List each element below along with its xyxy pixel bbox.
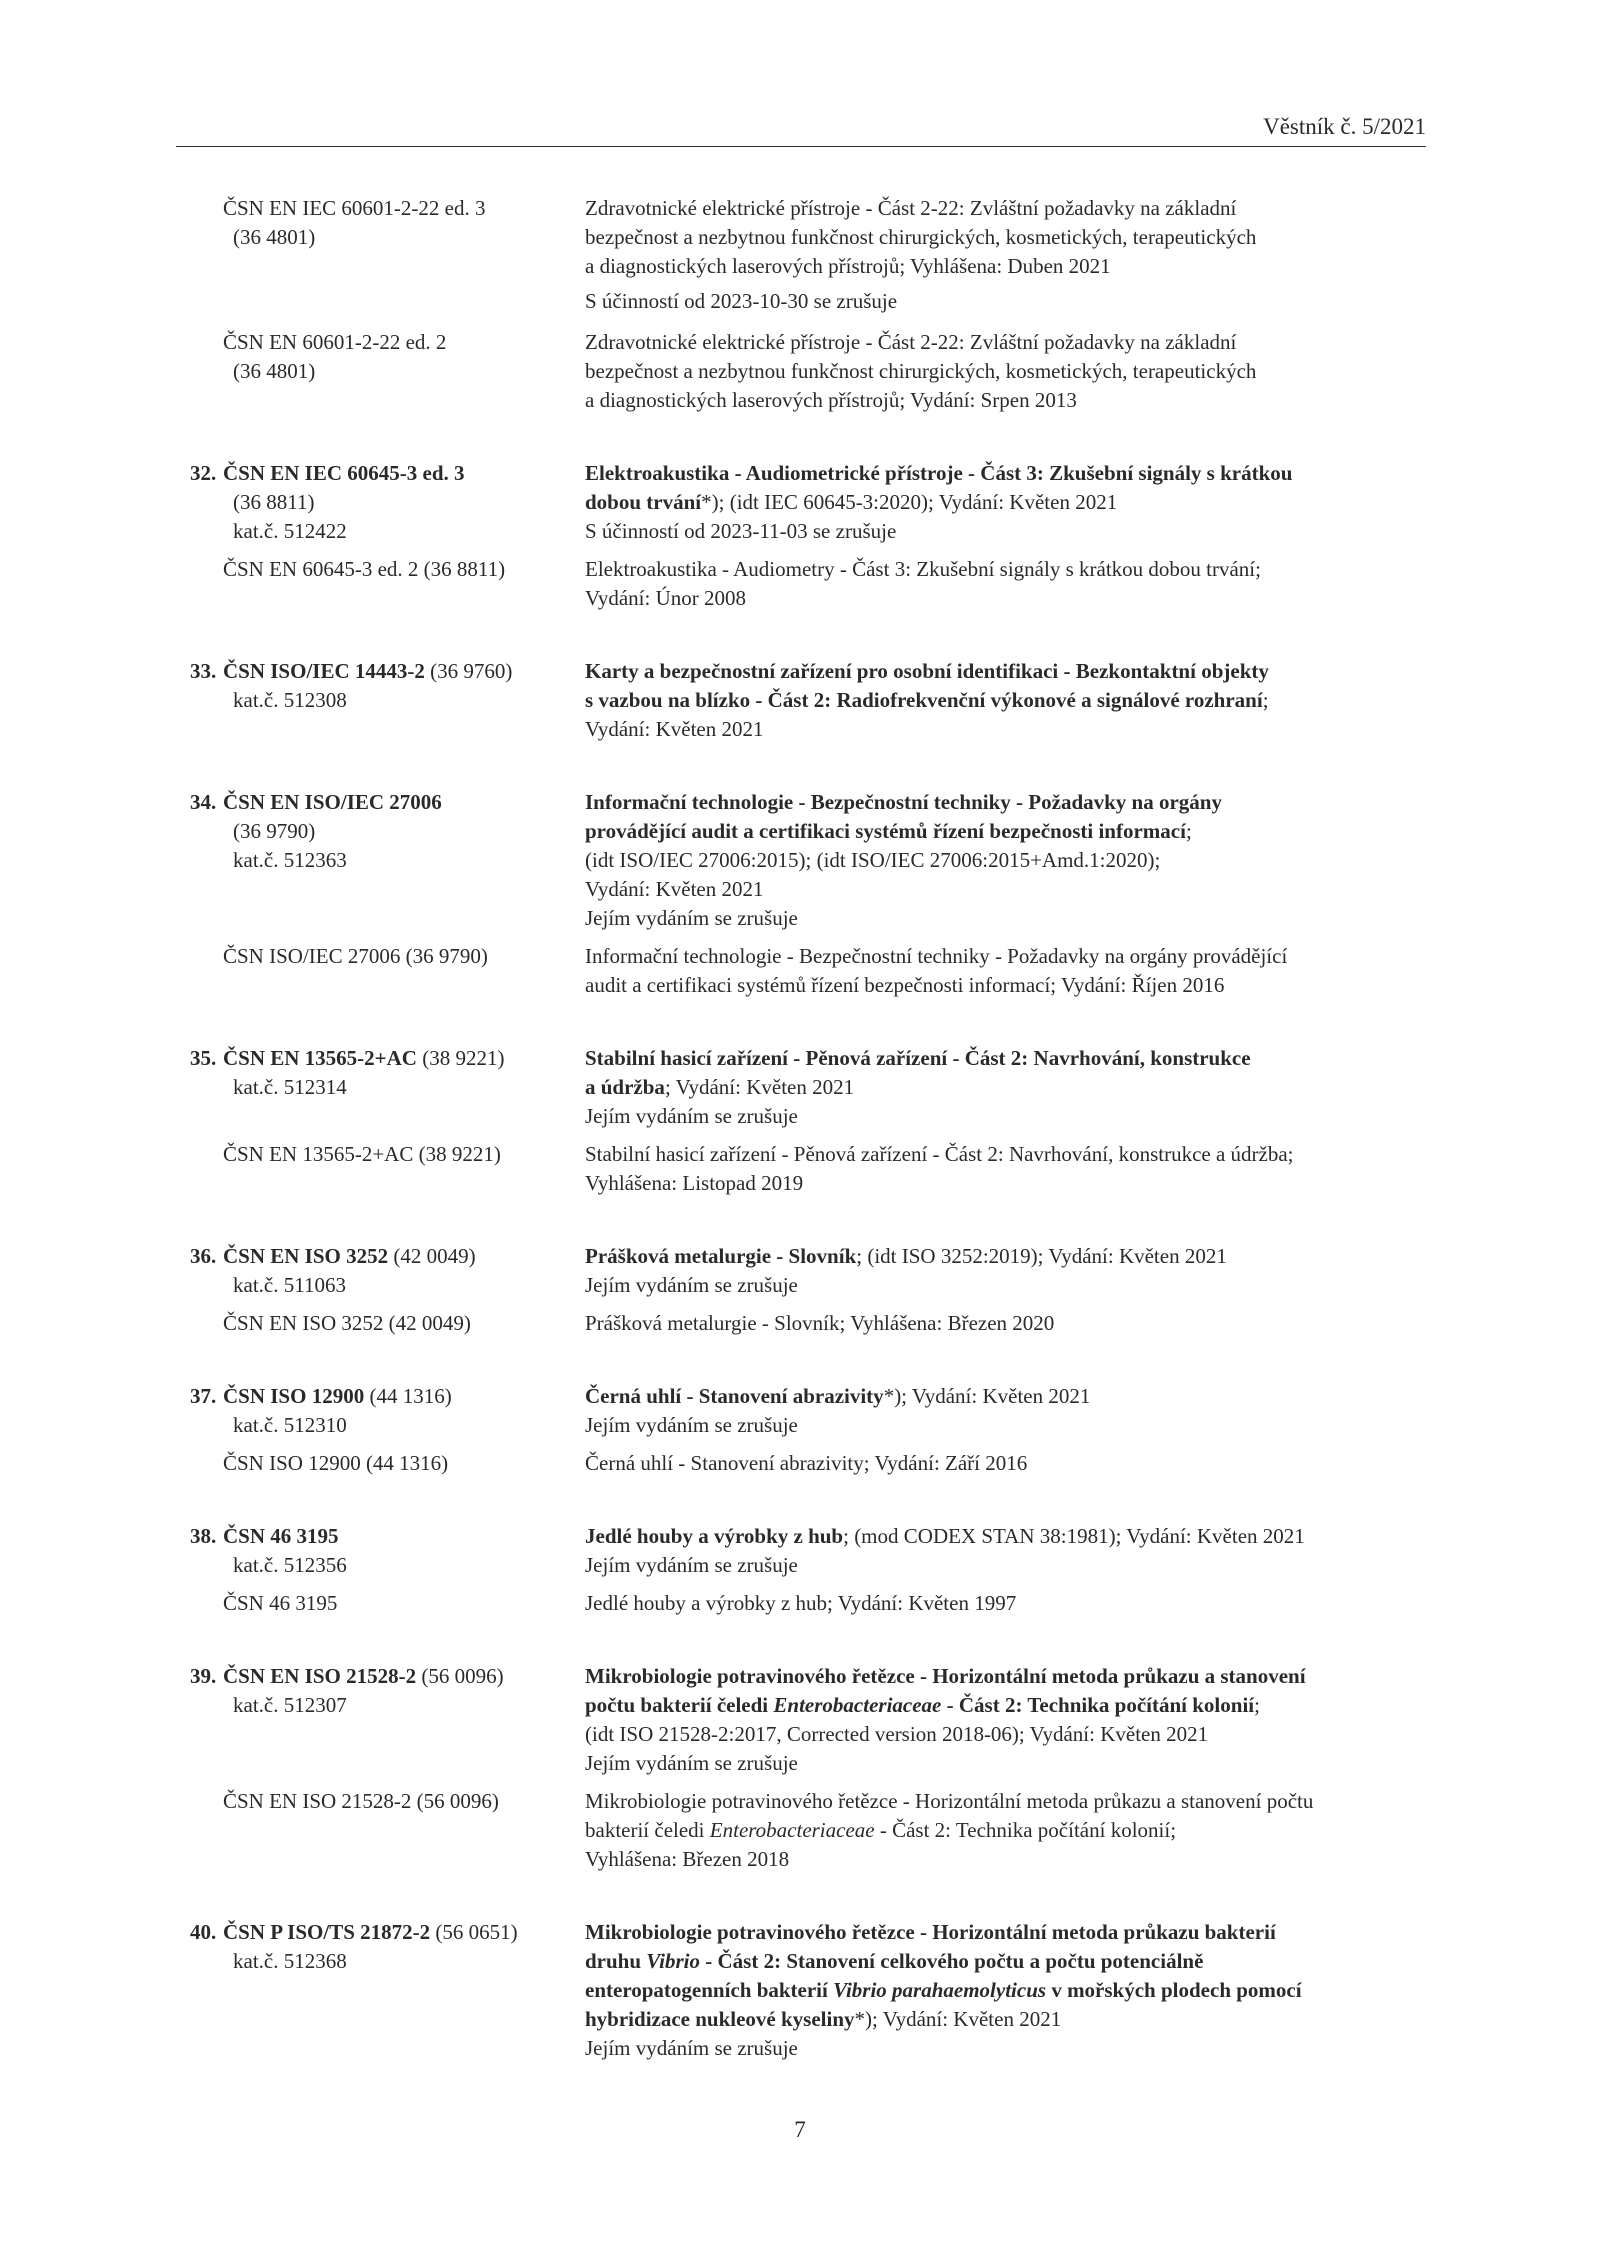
- standard-code: ČSN EN ISO/IEC 27006: [223, 790, 442, 814]
- new-standard-row: [190, 1044, 1430, 1131]
- standard-entry-39: [190, 1662, 1430, 1874]
- standard-title-line: Mikrobiologie potravinového řetězce - Horizontální metoda průkazu a stanovení: [585, 1664, 1306, 1688]
- standard-reference: (idt ISO 21528-2:2017, Corrected version 2018-06); Vydání: Květen 2021: [585, 1722, 1209, 1746]
- replaced-standard-code: ČSN EN ISO 21528-2 (56 0096): [223, 1789, 499, 1813]
- replaced-standard-code: ČSN EN 60601-2-22 ed. 2: [223, 330, 447, 354]
- page-number: 7: [794, 2117, 806, 2142]
- standard-entry-35: [190, 1044, 1430, 1198]
- standard-title-line: hybridizace nukleové kyseliny: [585, 2007, 855, 2031]
- withdrawal-note: Jejím vydáním se zrušuje: [585, 1751, 798, 1775]
- replaced-standard-class: (36 4801): [233, 359, 316, 383]
- standard-reference: ; (mod CODEX STAN 38:1981); Vydání: Květen 2021: [843, 1524, 1305, 1548]
- standard-title-line: Elektroakustika - Audiometrické přístroje - Část 3: Zkušební signály s krátkou: [585, 461, 1293, 485]
- replaced-standard-title-line: Jedlé houby a výrobky z hub; Vydání: Květen 1997: [585, 1591, 1017, 1615]
- taxon-name: Vibrio: [646, 1949, 700, 1973]
- standard-class: (42 0049): [388, 1244, 476, 1268]
- catalog-number: kat.č. 512308: [233, 688, 347, 712]
- catalog-number: kat.č. 511063: [233, 1273, 346, 1297]
- issue-date: Vydání: Květen 2021: [585, 877, 764, 901]
- standard-class: (44 1316): [364, 1384, 452, 1408]
- catalog-number: kat.č. 512307: [233, 1693, 347, 1717]
- replaced-standard-title-line: Stabilní hasicí zařízení - Pěnová zařízení - Část 2: Navrhování, konstrukce a údržba;: [585, 1142, 1294, 1166]
- replaced-standard-issue: Vyhlášena: Listopad 2019: [585, 1171, 804, 1195]
- replaced-standard-row: [190, 1589, 1430, 1618]
- withdrawal-note: Jejím vydáním se zrušuje: [585, 906, 798, 930]
- replaced-standard-title-line: Informační technologie - Bezpečnostní techniky - Požadavky na orgány provádějící: [585, 944, 1288, 968]
- replaced-standard-row: [190, 1449, 1430, 1478]
- standard-title-line: Mikrobiologie potravinového řetězce - Horizontální metoda průkazu bakterií: [585, 1920, 1276, 1944]
- entry-number: 40.: [190, 1920, 217, 1944]
- replaced-standard-row: [190, 555, 1430, 613]
- issue-date: *); Vydání: Květen 2021: [854, 2007, 1062, 2031]
- replaced-standard-code: ČSN EN ISO 3252 (42 0049): [223, 1311, 471, 1335]
- replaced-standard-code: ČSN EN 60645-3 ed. 2 (36 8811): [223, 557, 506, 581]
- standard-class: (36 9790): [233, 819, 316, 843]
- standard-title-line: a diagnostických laserových přístrojů; Vyhlášena: Duben 2021: [585, 254, 1111, 278]
- standard-entry-40: [190, 1918, 1430, 2063]
- entry-number: 32.: [190, 461, 217, 485]
- journal-issue-title: Věstník č. 5/2021: [1263, 114, 1426, 139]
- replaced-standard-code: ČSN ISO/IEC 27006 (36 9790): [223, 944, 488, 968]
- taxon-name: Enterobacteriaceae: [773, 1693, 942, 1717]
- standard-reference: ; (idt ISO 3252:2019); Vydání: Květen 2021: [856, 1244, 1227, 1268]
- new-standard-row: [190, 1918, 1430, 2063]
- standard-entry-38: [190, 1522, 1430, 1618]
- standard-title-line: a údržba: [585, 1075, 665, 1099]
- issue-date: Vydání: Květen 2021: [585, 717, 764, 741]
- standard-reference: *); (idt IEC 60645-3:2020); Vydání: Květen 2021: [701, 490, 1118, 514]
- standard-title-line: Stabilní hasicí zařízení - Pěnová zařízení - Část 2: Navrhování, konstrukce: [585, 1046, 1251, 1070]
- withdrawal-note: Jejím vydáním se zrušuje: [585, 1273, 798, 1297]
- standard-title-line: provádějící audit a certifikaci systémů řízení bezpečnosti informací: [585, 819, 1186, 843]
- standard-reference: (idt ISO/IEC 27006:2015); (idt ISO/IEC 27006:2015+Amd.1:2020);: [585, 848, 1161, 872]
- standard-code: ČSN 46 3195: [223, 1524, 339, 1548]
- withdrawal-note: Jejím vydáním se zrušuje: [585, 1104, 798, 1128]
- standard-code: ČSN ISO/IEC 14443-2: [223, 659, 425, 683]
- standard-class: (36 4801): [233, 225, 316, 249]
- replaced-standard-row: [190, 1140, 1430, 1198]
- replaced-standard-issue: Vydání: Únor 2008: [585, 586, 746, 610]
- new-standard-row: [190, 1662, 1430, 1778]
- taxon-name: Vibrio parahaemolyticus: [833, 1978, 1047, 2002]
- standard-title-line: s vazbou na blízko - Část 2: Radiofrekvenční výkonové a signálové rozhraní: [585, 688, 1263, 712]
- standard-code: ČSN EN 13565-2+AC: [223, 1046, 417, 1070]
- standard-code: ČSN EN IEC 60645-3 ed. 3: [223, 461, 465, 485]
- catalog-number: kat.č. 512310: [233, 1413, 347, 1437]
- standard-class: (38 9221): [416, 1046, 505, 1070]
- catalog-number: kat.č. 512314: [233, 1075, 347, 1099]
- standard-entry-36: [190, 1242, 1430, 1338]
- standard-title-line: bezpečnost a nezbytnou funkčnost chirurgických, kosmetických, terapeutických: [585, 225, 1257, 249]
- standard-class: (36 9760): [424, 659, 513, 683]
- new-standard-row: [190, 1522, 1430, 1580]
- standard-entry-34: [190, 788, 1430, 1000]
- standard-entry-continued: [190, 194, 1430, 415]
- standard-title-line: dobou trvání: [585, 490, 702, 514]
- standard-title-line: Černá uhlí - Stanovení abrazivity: [585, 1384, 884, 1408]
- replaced-standard-title-line: a diagnostických laserových přístrojů; Vydání: Srpen 2013: [585, 388, 1077, 412]
- punctuation: ;: [1262, 688, 1269, 712]
- standard-code: ČSN EN IEC 60601-2-22 ed. 3: [223, 196, 486, 220]
- replaced-standard-title-line: Černá uhlí - Stanovení abrazivity; Vydání: Září 2016: [585, 1451, 1028, 1475]
- standard-code: ČSN ISO 12900: [223, 1384, 365, 1408]
- replaced-standard-code: ČSN ISO 12900 (44 1316): [223, 1451, 449, 1475]
- issue-date: *); Vydání: Květen 2021: [883, 1384, 1091, 1408]
- catalog-number: kat.č. 512363: [233, 848, 347, 872]
- replaced-standard-issue: Vyhlášena: Březen 2018: [585, 1847, 790, 1871]
- standard-entry-37: [190, 1382, 1430, 1478]
- standard-class: (56 0096): [416, 1664, 504, 1688]
- entry-number: 39.: [190, 1664, 217, 1688]
- replaced-standard-row: [190, 942, 1430, 1000]
- replaced-standard-title-line: Mikrobiologie potravinového řetězce - Horizontální metoda průkazu a stanovení počtu: [585, 1789, 1314, 1813]
- standard-title-line: druhu: [585, 1949, 647, 1973]
- new-standard-row: [190, 194, 1430, 316]
- standard-code: ČSN P ISO/TS 21872-2: [223, 1920, 431, 1944]
- catalog-number: kat.č. 512368: [233, 1949, 347, 1973]
- issue-date: ; Vydání: Květen 2021: [664, 1075, 855, 1099]
- replaced-standard-title-line: bakterií čeledi: [585, 1818, 710, 1842]
- new-standard-row: [190, 657, 1430, 744]
- withdrawal-note: S účinností od 2023-10-30 se zrušuje: [585, 289, 898, 313]
- replaced-standard-title-line: - Část 2: Technika počítání kolonií;: [874, 1818, 1177, 1842]
- taxon-name: Enterobacteriaceae: [709, 1818, 875, 1842]
- standards-list: [190, 194, 1430, 2107]
- new-standard-row: [190, 1382, 1430, 1440]
- entry-number: 35.: [190, 1046, 217, 1070]
- withdrawal-note: Jejím vydáním se zrušuje: [585, 1553, 798, 1577]
- entry-number: 34.: [190, 790, 217, 814]
- withdrawal-note: Jejím vydáním se zrušuje: [585, 2036, 798, 2060]
- new-standard-row: [190, 459, 1430, 546]
- new-standard-row: [190, 788, 1430, 933]
- standard-title-line: Informační technologie - Bezpečnostní techniky - Požadavky na orgány: [585, 790, 1222, 814]
- replaced-standard-title-line: Prášková metalurgie - Slovník; Vyhlášena: Březen 2020: [585, 1311, 1055, 1335]
- standard-entry-32: [190, 459, 1430, 613]
- replaced-standard-title-line: bezpečnost a nezbytnou funkčnost chirurgických, kosmetických, terapeutických: [585, 359, 1257, 383]
- entry-number: 33.: [190, 659, 217, 683]
- standard-code: ČSN EN ISO 3252: [223, 1244, 389, 1268]
- entry-number: 36.: [190, 1244, 217, 1268]
- standard-code: ČSN EN ISO 21528-2: [223, 1664, 417, 1688]
- standard-title-line: v mořských plodech pomocí: [1046, 1978, 1302, 2002]
- replaced-standard-row: [190, 1787, 1430, 1874]
- standard-entry-33: [190, 657, 1430, 744]
- standard-title-line: Karty a bezpečnostní zařízení pro osobní identifikaci - Bezkontaktní objekty: [585, 659, 1269, 683]
- replaced-standard-row: [190, 1309, 1430, 1338]
- standard-class: (56 0651): [430, 1920, 518, 1944]
- new-standard-row: [190, 1242, 1430, 1300]
- punctuation: ;: [1185, 819, 1192, 843]
- entry-number: 37.: [190, 1384, 217, 1408]
- punctuation: ;: [1254, 1693, 1260, 1717]
- standard-title-line: Jedlé houby a výrobky z hub: [585, 1524, 844, 1548]
- replaced-standard-title-line: Zdravotnické elektrické přístroje - Část 2-22: Zvláštní požadavky na základní: [585, 330, 1237, 354]
- entry-number: 38.: [190, 1524, 217, 1548]
- withdrawal-note: Jejím vydáním se zrušuje: [585, 1413, 798, 1437]
- standard-title-line: počtu bakterií čeledi: [585, 1693, 774, 1717]
- replaced-standard-code: ČSN EN 13565-2+AC (38 9221): [223, 1142, 501, 1166]
- replaced-standard-row: [190, 328, 1430, 415]
- standard-title-line: - Část 2: Technika počítání kolonií: [941, 1693, 1255, 1717]
- replaced-standard-code: ČSN 46 3195: [223, 1591, 338, 1615]
- replaced-standard-title-line: audit a certifikaci systémů řízení bezpečnosti informací; Vydání: Říjen 2016: [585, 973, 1225, 997]
- replaced-standard-title-line: Elektroakustika - Audiometry - Část 3: Zkušební signály s krátkou dobou trvání;: [585, 557, 1261, 581]
- standard-title-line: enteropatogenních bakterií: [585, 1978, 834, 2002]
- standard-class: (36 8811): [233, 490, 315, 514]
- page-header: [176, 110, 1426, 147]
- catalog-number: kat.č. 512356: [233, 1553, 347, 1577]
- catalog-number: kat.č. 512422: [233, 519, 347, 543]
- standard-title-line: Zdravotnické elektrické přístroje - Část 2-22: Zvláštní požadavky na základní: [585, 196, 1237, 220]
- withdrawal-note: S účinností od 2023-11-03 se zrušuje: [585, 519, 897, 543]
- standard-title-line: - Část 2: Stanovení celkového počtu a počtu potenciálně: [700, 1949, 1204, 1973]
- standard-title-line: Prášková metalurgie - Slovník: [585, 1244, 857, 1268]
